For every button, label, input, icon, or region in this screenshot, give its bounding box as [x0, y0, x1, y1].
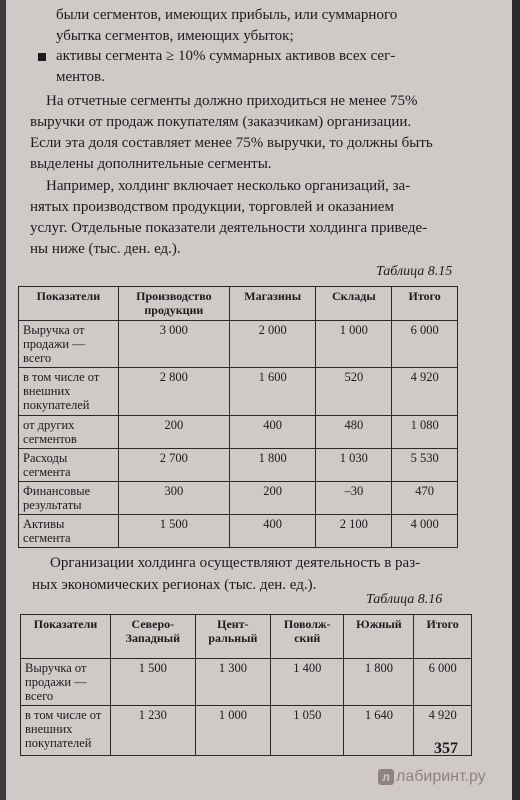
watermark-text: лабиринт.ру	[396, 768, 486, 785]
table-cell: 5 530	[392, 449, 458, 482]
table-row	[21, 659, 472, 706]
table-cell: 2 100	[316, 515, 392, 548]
text-line: Организации холдинга осуществляют деятельность в раз-	[50, 555, 421, 571]
table-cell: 300	[118, 482, 229, 515]
table-header: Показатели	[19, 287, 119, 321]
table-header: Поволж-ский	[271, 615, 344, 659]
table-header: Магазины	[229, 287, 315, 321]
table-cell: 400	[229, 515, 315, 548]
text-line: ных экономических регионах (тыс. ден. ед.).	[32, 577, 317, 593]
text-line: нятых производством продукции, торговлей и оказанием	[30, 199, 394, 215]
table-cell: –30	[316, 482, 392, 515]
table-cell: 1 300	[195, 659, 270, 706]
table-caption: Таблица 8.16	[366, 592, 443, 607]
table-cell: 1 640	[344, 706, 414, 756]
table-header: Итого	[392, 287, 458, 321]
table-cell: 6 000	[414, 659, 472, 706]
table-row	[19, 482, 458, 515]
text-line: На отчетные сегменты должно приходиться не менее 75%	[46, 93, 418, 109]
text-line: ментов.	[56, 69, 105, 85]
table-cell: 400	[229, 416, 315, 449]
table-cell: 480	[316, 416, 392, 449]
table-cell: 470	[392, 482, 458, 515]
table-row	[19, 368, 458, 416]
text-line: ны ниже (тыс. ден. ед.).	[30, 241, 181, 257]
table-header: Южный	[344, 615, 414, 659]
table-header: Склады	[316, 287, 392, 321]
table-cell: 2 800	[118, 368, 229, 416]
bullet-icon	[38, 53, 46, 61]
table-cell: 1 000	[316, 321, 392, 368]
table-cell: Финансовые результаты	[19, 482, 119, 515]
table-caption: Таблица 8.15	[376, 264, 453, 279]
text-line: были сегментов, имеющих прибыль, или суммарного	[56, 7, 398, 23]
page-number: 357	[434, 740, 458, 757]
table-cell: в том числе от внешних покупателей	[19, 368, 119, 416]
table-cell: 4 000	[392, 515, 458, 548]
text-line: активы сегмента ≥ 10% суммарных активов всех сег-	[56, 48, 396, 64]
table-row	[19, 449, 458, 482]
table-cell: Активы сегмента	[19, 515, 119, 548]
table-row	[21, 706, 472, 756]
segments-table	[18, 286, 458, 548]
table-cell: 520	[316, 368, 392, 416]
table-cell: 1 030	[316, 449, 392, 482]
table-cell: 200	[118, 416, 229, 449]
table-cell: 1 230	[111, 706, 196, 756]
table-cell: 1 800	[344, 659, 414, 706]
table-cell: в том числе от внешних покупателей	[21, 706, 111, 756]
table-row	[19, 515, 458, 548]
text-line: выделены дополнительные сегменты.	[30, 156, 272, 172]
text-line: Например, холдинг включает несколько организаций, за-	[46, 178, 411, 194]
regions-table	[20, 614, 472, 756]
table-cell: 4 920	[392, 368, 458, 416]
table-header: Цент-ральный	[195, 615, 270, 659]
text-line: Если эта доля составляет менее 75% выручки, то должны быть	[30, 135, 433, 151]
table-cell: 3 000	[118, 321, 229, 368]
book-page	[6, 0, 512, 800]
table-cell: 1 400	[271, 659, 344, 706]
table-cell: 1 500	[111, 659, 196, 706]
table-cell: 1 600	[229, 368, 315, 416]
table-row	[19, 416, 458, 449]
table-cell: 1 080	[392, 416, 458, 449]
text-line: услуг. Отдельные показатели деятельности холдинга приведе-	[30, 220, 428, 236]
table-cell: 1 500	[118, 515, 229, 548]
text-line: убытка сегментов, имеющих убыток;	[56, 28, 294, 44]
table-cell: Расходы сегмента	[19, 449, 119, 482]
table-header: Показатели	[21, 615, 111, 659]
table-cell: Выручка от продажи — всего	[21, 659, 111, 706]
watermark	[378, 768, 486, 786]
table-cell: 200	[229, 482, 315, 515]
table-cell: 2 700	[118, 449, 229, 482]
table-cell: 6 000	[392, 321, 458, 368]
text-line: выручки от продаж покупателям (заказчикам) организации.	[30, 114, 412, 130]
table-header: Производство продукции	[118, 287, 229, 321]
table-cell: 4 920	[414, 706, 472, 756]
table-cell: 1 000	[195, 706, 270, 756]
table-cell: 1 050	[271, 706, 344, 756]
table-cell: от других сегментов	[19, 416, 119, 449]
table-header: Итого	[414, 615, 472, 659]
table-cell: Выручка от продажи — всего	[19, 321, 119, 368]
table-cell: 2 000	[229, 321, 315, 368]
table-header: Северо-Западный	[111, 615, 196, 659]
table-row	[19, 321, 458, 368]
labirint-logo-icon: л	[378, 769, 394, 785]
table-cell: 1 800	[229, 449, 315, 482]
